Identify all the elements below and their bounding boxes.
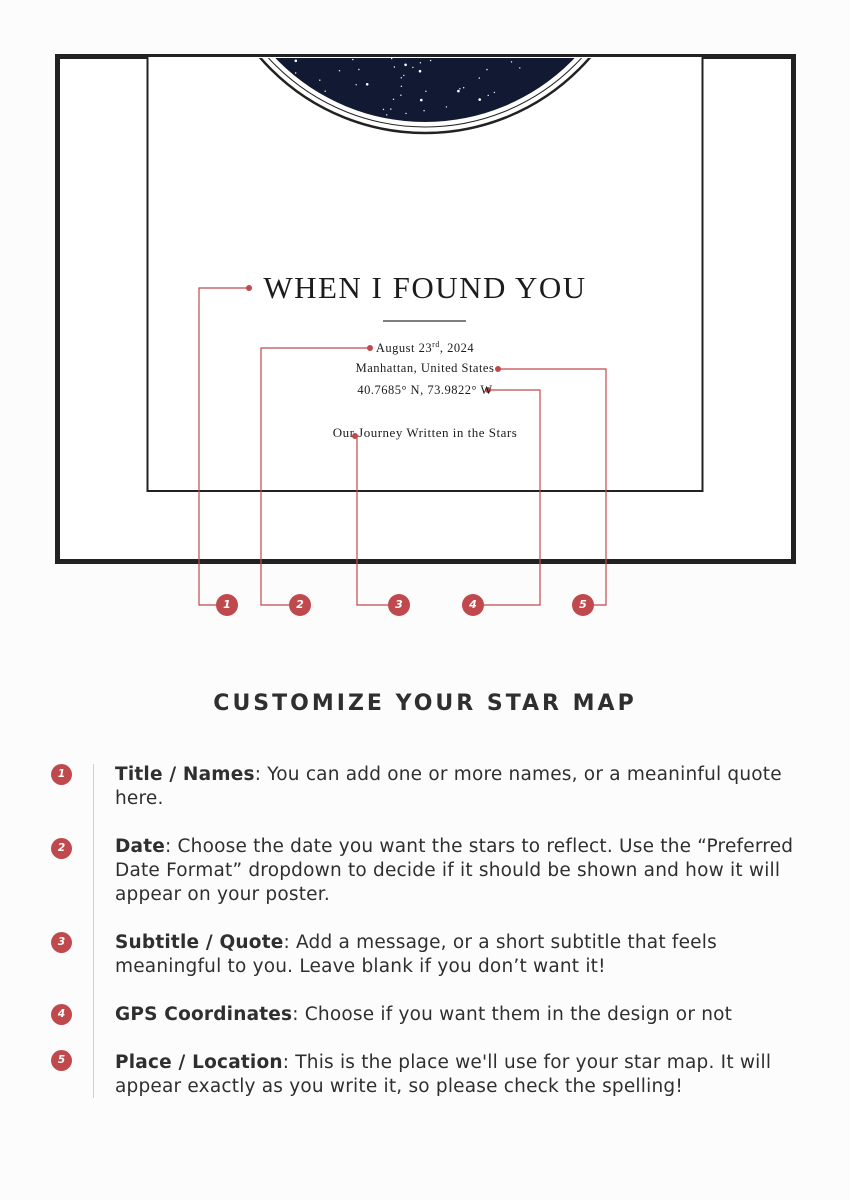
star [383, 109, 384, 110]
star [319, 80, 320, 81]
list-item-place-location [115, 1051, 815, 1099]
star [478, 98, 481, 101]
star [488, 95, 489, 96]
item-number-3: 3 [51, 932, 72, 953]
list-item-subtitle-quote [115, 931, 815, 979]
star [401, 77, 402, 78]
star [391, 58, 392, 59]
list-item-title-names [115, 763, 815, 811]
star [479, 77, 480, 78]
item-number-5: 5 [51, 1050, 72, 1071]
star [486, 69, 487, 70]
star [511, 61, 512, 62]
list-divider [93, 764, 94, 1098]
star [366, 83, 369, 86]
star [356, 84, 357, 85]
callout-badge-label-1: 1 [223, 598, 231, 611]
star [457, 90, 460, 93]
star [519, 67, 520, 68]
star [400, 95, 401, 96]
list-item-date [115, 835, 815, 907]
star [295, 72, 296, 73]
star [425, 91, 426, 92]
section-heading: CUSTOMIZE YOUR STAR MAP [213, 691, 637, 716]
star [494, 92, 495, 93]
item-label: GPS Coordinates [115, 1004, 293, 1025]
item-label: Date [115, 836, 166, 857]
item-number-1: 1 [51, 764, 72, 785]
item-text: : This is the place we'll use for your star map. It will appear exactly as you write it, so please check the spelling! [115, 1052, 772, 1097]
item-text: : Add a message, or a short subtitle that feels meaningful to you. Leave blank if you don’t want it! [115, 932, 717, 977]
poster-subtitle: Our Journey Written in the Stars [332, 425, 518, 440]
star [420, 99, 423, 102]
poster-date-suffix: rd [432, 340, 440, 349]
star [401, 86, 402, 87]
poster-date [150, 340, 700, 356]
item-label: Title / Names [115, 764, 255, 785]
item-label: Place / Location [115, 1052, 283, 1073]
star [295, 60, 298, 63]
item-text: : Choose if you want them in the design or not [292, 1004, 733, 1025]
star [403, 75, 404, 76]
item-number-2: 2 [51, 838, 72, 859]
star [393, 99, 394, 100]
star [405, 113, 406, 114]
poster-date-day: August 23 [375, 341, 433, 356]
star [446, 106, 447, 107]
star [430, 60, 431, 61]
star [404, 64, 407, 67]
callout-badge-label-2: 2 [296, 598, 304, 611]
star [394, 66, 395, 67]
item-number-4: 4 [51, 1004, 72, 1025]
item-text: : Choose the date you want the stars to reflect. Use the “Preferred Date Format” dropdown to decide if it should be shown and how it will appear on your poster. [115, 836, 794, 905]
poster-place: Manhattan, United States [355, 361, 495, 375]
star [339, 70, 340, 71]
star [419, 70, 422, 73]
star [463, 87, 464, 88]
item-label: Subtitle / Quote [115, 932, 284, 953]
star [352, 59, 353, 60]
star [423, 110, 424, 111]
callout-badge-label-3: 3 [395, 598, 403, 611]
star [412, 67, 413, 68]
list-item-gps-coordinates [115, 1003, 815, 1027]
star [386, 114, 387, 115]
star [358, 69, 359, 70]
item-text: : You can add one or more names, or a meaninful quote here. [115, 764, 782, 809]
star [325, 91, 326, 92]
callout-badge-label-4: 4 [469, 598, 477, 611]
star [390, 108, 391, 109]
poster-title: WHEN I FOUND YOU [263, 270, 587, 305]
star [420, 62, 421, 63]
callout-badge-label-5: 5 [579, 598, 587, 611]
poster-date-year: , 2024 [439, 341, 475, 356]
poster-coords: 40.7685° N, 73.9822° W [357, 383, 493, 397]
star [459, 88, 460, 89]
